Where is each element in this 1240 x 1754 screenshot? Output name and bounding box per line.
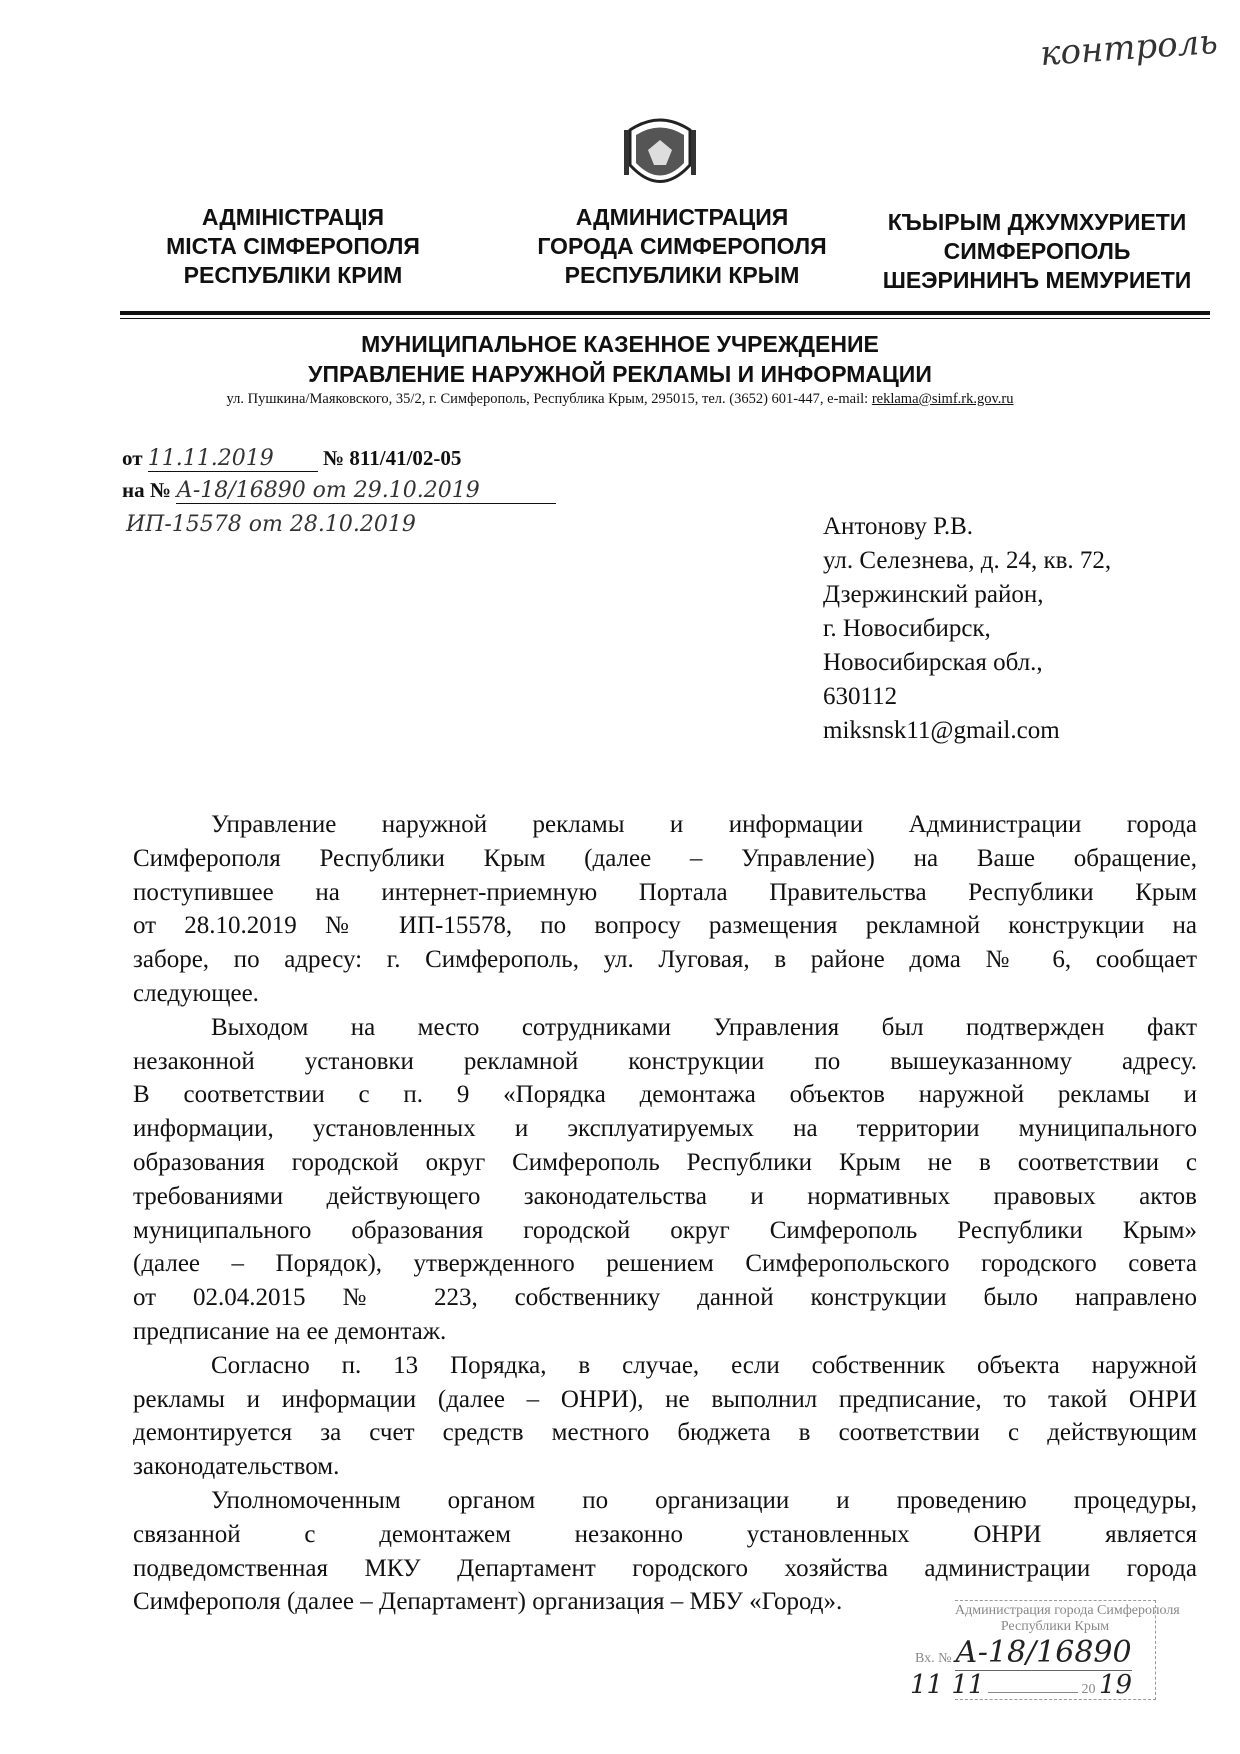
paragraph-line: рекламы и информации (далее – ОНРИ), не выполнил предписание, то такой ОНРИ xyxy=(133,1385,1197,1413)
paragraph xyxy=(133,1349,1197,1484)
paragraph-line: информации, установленных и эксплуатируемых на территории муниципального xyxy=(133,1115,1197,1143)
stamp-year-prefix: 20 xyxy=(1081,1682,1096,1697)
paragraph-line: связанной с демонтажем незаконно установленных ОНРИ является xyxy=(133,1520,1197,1548)
to-label: на № xyxy=(122,478,171,502)
paragraph-line: поступившее на интернет-приемную Портала Правительства Республики Крым xyxy=(133,878,1197,906)
incoming-ref xyxy=(122,478,556,504)
stamp-number-row xyxy=(915,1635,1155,1670)
paragraph-line: от 28.10.2019 № ИП-15578, по вопросу размещения рекламной конструкции на xyxy=(133,912,1197,940)
paragraph-line: Выходом на место сотрудниками Управления был подтвержден факт xyxy=(211,1013,1197,1041)
paragraph-line: муниципального образования городской округ Симферополь Республики Крым» xyxy=(133,1216,1197,1244)
stamp-number: А-18/16890 xyxy=(955,1635,1132,1670)
recipient-city: г. Новосибирск, xyxy=(823,615,991,642)
paragraph-line: Симферополя (далее – Департамент) организация – МБУ «Город». xyxy=(133,1588,843,1616)
recipient-block xyxy=(823,510,1111,748)
paragraph-line: В соответствии с п. 9 «Порядка демонтажа объектов наружной рекламы и xyxy=(133,1081,1197,1109)
stamp-year: 19 xyxy=(1098,1670,1133,1700)
paragraph-line: демонтируется за счет средств местного бюджета в соответствии с действующим xyxy=(133,1419,1197,1447)
recipient-name: Антонову Р.В. xyxy=(823,513,974,540)
from-label: от xyxy=(122,446,143,470)
recipient-street: ул. Селезнева, д. 24, кв. 72, xyxy=(823,547,1112,574)
header-line: СИМФЕРОПОЛЬ xyxy=(943,238,1131,264)
address-text: ул. Пушкина/Маяковского, 35/2, г. Симферополь, Республика Крым, 295015, тел. (3652) 601-447, e-mail: xyxy=(226,391,872,407)
paragraph-line: законодательством. xyxy=(133,1453,340,1481)
paragraph-line: Согласно п. 13 Порядка, в случае, если собственник объекта наружной xyxy=(211,1351,1197,1379)
recipient-email: miksnsk11@gmail.com xyxy=(823,717,1060,744)
stamp-line: Администрация города Симферополя xyxy=(955,1603,1180,1618)
header-line: АДМІНІСТРАЦІЯ xyxy=(201,204,385,230)
registration-stamp xyxy=(910,1600,1180,1700)
paragraph-line: незаконной установки рекламной конструкции по вышеуказанному адресу. xyxy=(133,1047,1197,1075)
paragraph-line: подведомственная МКУ Департамент городского хозяйства администрации города xyxy=(133,1554,1197,1582)
from-date: 11.11.2019 xyxy=(148,446,318,472)
header-divider-thin xyxy=(120,318,1210,319)
paragraph-line: образования городской округ Симферополь Республики Крым не в соответствии с xyxy=(133,1148,1197,1176)
header-line: МІСТА СІМФЕРОПОЛЯ xyxy=(166,233,420,259)
org-address xyxy=(0,391,1240,408)
org-title: МУНИЦИПАЛЬНОЕ КАЗЕННОЕ УЧРЕЖДЕНИЕ xyxy=(361,331,879,357)
paragraph-line: требованиями действующего законодательства и нормативных правовых актов xyxy=(133,1182,1197,1210)
incoming-ref-extra: ИП-15578 от 28.10.2019 xyxy=(126,512,416,537)
paragraph-line: Управление наружной рекламы и информации Администрации города xyxy=(211,811,1197,838)
header-line: ШЕЭРИНИНЪ МЕМУРИЕТИ xyxy=(882,267,1192,293)
recipient-district: Дзержинский район, xyxy=(823,581,1044,608)
paragraph-line: (далее – Порядок), утвержденного решением Симферопольского городского совета xyxy=(133,1250,1197,1278)
paragraph-line: Уполномоченным органом по организации и проведению процедуры, xyxy=(211,1486,1197,1514)
paragraph xyxy=(133,1484,1197,1619)
header-line: РЕСПУБЛИКИ КРЫМ xyxy=(564,262,800,288)
header-crimean-tatar xyxy=(857,208,1217,295)
paragraph-line: предписание на ее демонтаж. xyxy=(133,1317,447,1345)
paragraph xyxy=(133,808,1197,1011)
paragraph-line: от 02.04.2015 № 223, собственнику данной конструкции было направлено xyxy=(133,1284,1197,1312)
header-line: ГОРОДА СИМФЕРОПОЛЯ xyxy=(537,233,827,259)
org-subtitle: УПРАВЛЕНИЕ НАРУЖНОЙ РЕКЛАМЫ И ИНФОРМАЦИИ xyxy=(308,361,932,387)
outgoing-ref xyxy=(122,446,461,472)
paragraph xyxy=(133,1011,1197,1349)
stamp-number-label: Вх. № xyxy=(915,1651,952,1666)
stamp-date: 11 11 xyxy=(910,1670,985,1700)
org-email-link[interactable]: reklama@simf.rk.gov.ru xyxy=(871,391,1014,407)
incoming-number: А-18/16890 от 29.10.2019 xyxy=(176,478,556,504)
handwritten-note: контроль xyxy=(1038,21,1219,75)
header-line: АДМИНИСТРАЦИЯ xyxy=(575,204,789,230)
letter-number: № 811/41/02-05 xyxy=(323,446,462,470)
header-line: КЪЫРЫМ ДЖУМХУРИЕТИ xyxy=(887,209,1187,235)
recipient-region: Новосибирская обл., xyxy=(823,649,1043,676)
recipient-zip: 630112 xyxy=(823,683,898,710)
letter-body xyxy=(133,808,1197,1619)
header-ukrainian xyxy=(113,203,473,290)
header-divider xyxy=(120,311,1210,315)
paragraph-line: следующее. xyxy=(133,979,259,1007)
coat-of-arms-emblem xyxy=(622,110,698,200)
header-line: РЕСПУБЛІКИ КРИМ xyxy=(183,262,403,288)
stamp-date-row xyxy=(910,1670,1155,1700)
stamp-line: Республики Крым xyxy=(1000,1619,1110,1634)
paragraph-line: Симферополя Республики Крым (далее – Управление) на Ваше обращение, xyxy=(133,844,1197,872)
header-russian xyxy=(502,203,862,290)
paragraph-line: заборе, по адресу: г. Симферополь, ул. Луговая, в районе дома № 6, сообщает xyxy=(133,946,1197,974)
